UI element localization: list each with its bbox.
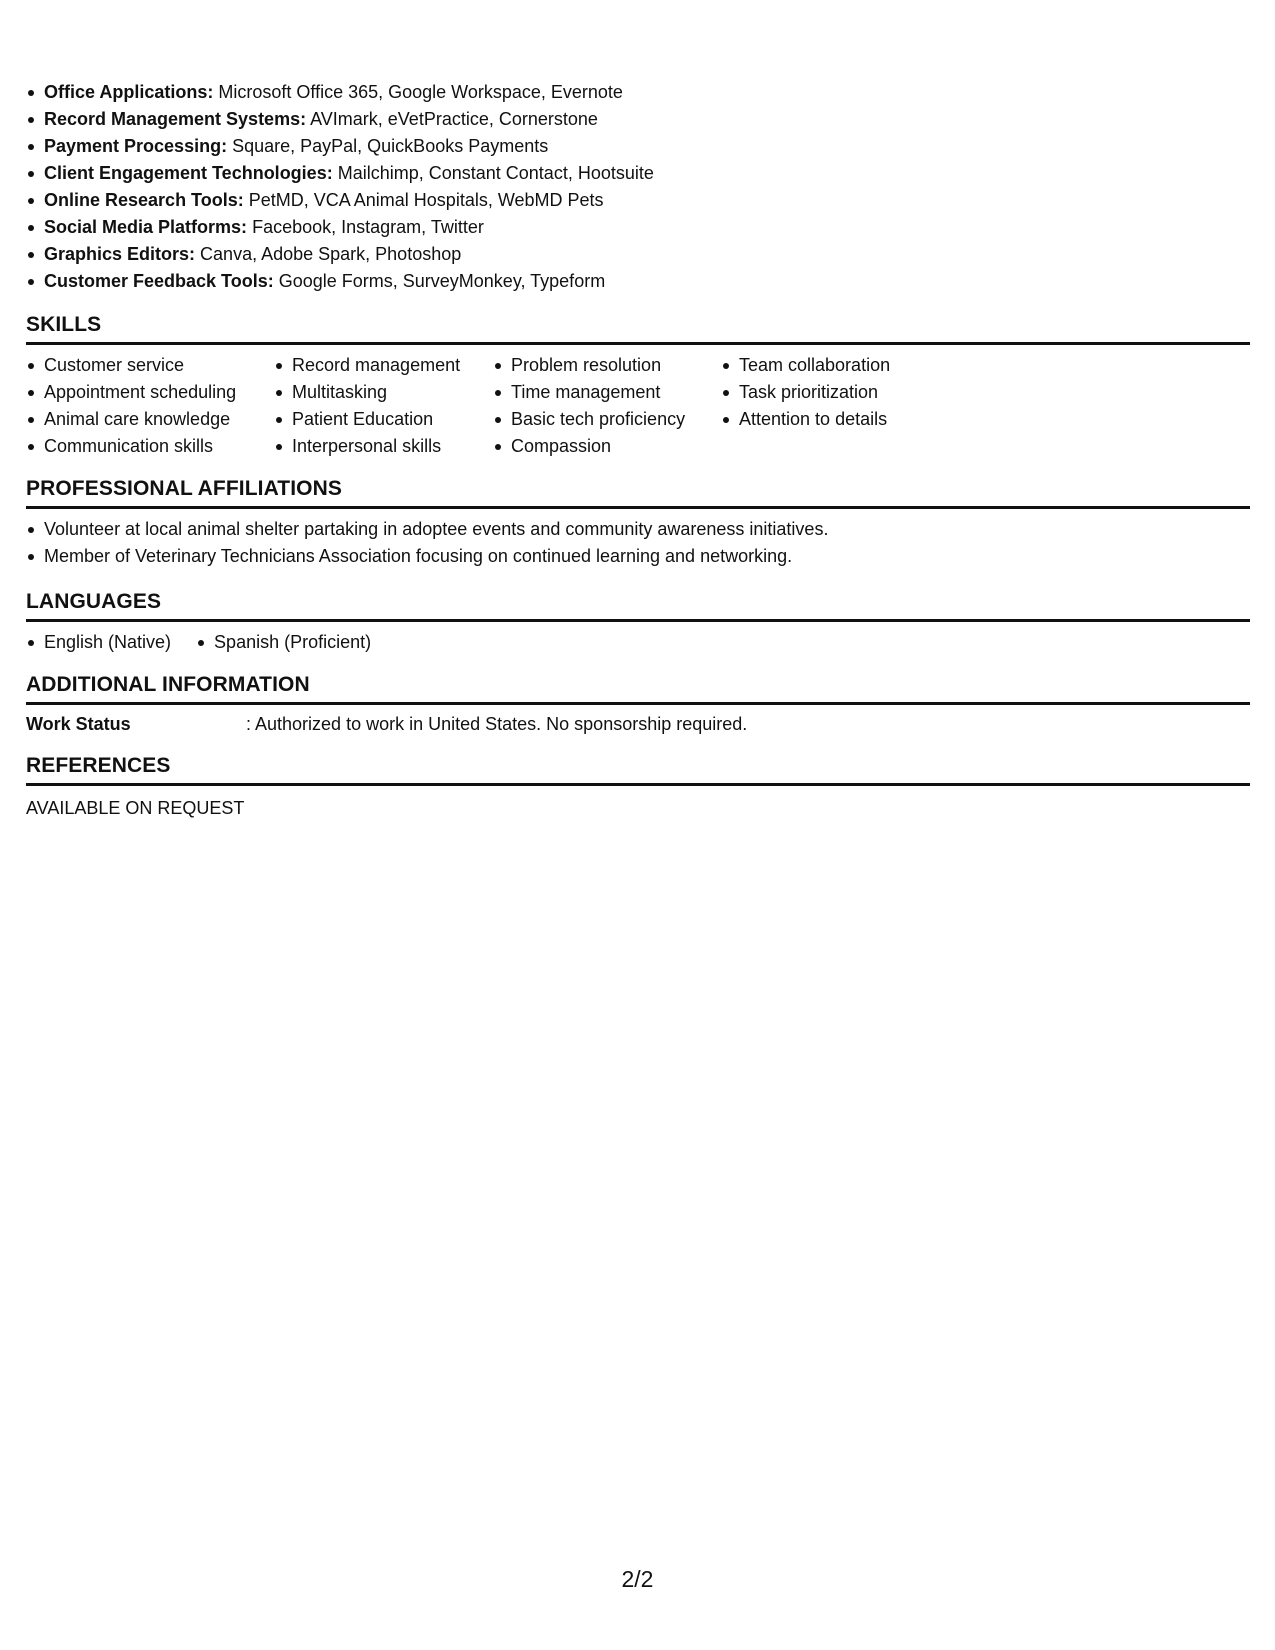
work-status-row (26, 711, 747, 738)
tool-values: Canva, Adobe Spark, Photoshop (200, 244, 462, 264)
skill-item: Interpersonal skills (274, 433, 493, 460)
tool-values: Facebook, Instagram, Twitter (252, 217, 484, 237)
tool-values: PetMD, VCA Animal Hospitals, WebMD Pets (248, 190, 604, 210)
tool-category: Office Applications: (44, 82, 214, 102)
section-title-skills: SKILLS (26, 312, 1250, 345)
skill-item: Multitasking (274, 379, 493, 406)
tool-category: Online Research Tools: (44, 190, 244, 210)
tools-list (26, 79, 654, 295)
language-item: Spanish (Proficient) (196, 629, 371, 656)
list-item (26, 79, 654, 106)
skill-item: Time management (493, 379, 721, 406)
skills-column (26, 352, 274, 460)
skill-item: Basic tech proficiency (493, 406, 721, 433)
list-item (26, 241, 654, 268)
skill-item: Record management (274, 352, 493, 379)
skill-item: Appointment scheduling (26, 379, 274, 406)
skill-item: Task prioritization (721, 379, 941, 406)
skill-item: Communication skills (26, 433, 274, 460)
tool-values: Square, PayPal, QuickBooks Payments (232, 136, 549, 156)
tool-values: AVImark, eVetPractice, Cornerstone (310, 109, 598, 129)
section-title-affiliations: PROFESSIONAL AFFILIATIONS (26, 476, 1250, 509)
skill-item: Problem resolution (493, 352, 721, 379)
skills-grid (26, 352, 941, 460)
section-title-languages: LANGUAGES (26, 589, 1250, 622)
language-item: English (Native) (26, 629, 171, 656)
skill-item: Attention to details (721, 406, 941, 433)
affiliation-item: Volunteer at local animal shelter partaking in adoptee events and community awareness initiatives. (26, 516, 828, 543)
section-title-additional-info: ADDITIONAL INFORMATION (26, 672, 1250, 705)
affiliation-item: Member of Veterinary Technicians Association focusing on continued learning and networking. (26, 543, 828, 570)
languages-list (26, 629, 396, 656)
list-item (26, 106, 654, 133)
affiliations-list (26, 516, 828, 570)
skill-item: Animal care knowledge (26, 406, 274, 433)
skills-column (721, 352, 941, 460)
references-text: AVAILABLE ON REQUEST (26, 798, 245, 818)
tool-category: Client Engagement Technologies: (44, 163, 333, 183)
skill-item: Team collaboration (721, 352, 941, 379)
tool-values: Google Forms, SurveyMonkey, Typeform (278, 271, 606, 291)
tool-values: Mailchimp, Constant Contact, Hootsuite (337, 163, 654, 183)
skill-item: Compassion (493, 433, 721, 460)
tool-category: Payment Processing: (44, 136, 228, 156)
list-item (26, 133, 654, 160)
list-item (26, 214, 654, 241)
tool-category: Customer Feedback Tools: (44, 271, 274, 291)
work-status-value: : Authorized to work in United States. No sponsorship required. (246, 714, 748, 734)
page-number: 2/2 (621, 1566, 654, 1592)
tool-category: Graphics Editors: (44, 244, 196, 264)
tool-values: Microsoft Office 365, Google Workspace, Evernote (218, 82, 623, 102)
list-item (26, 160, 654, 187)
skills-column (274, 352, 493, 460)
skill-item: Customer service (26, 352, 274, 379)
work-status-label: Work Status (26, 714, 131, 734)
skills-column (493, 352, 721, 460)
list-item (26, 268, 654, 295)
tool-category: Record Management Systems: (44, 109, 307, 129)
skill-item: Patient Education (274, 406, 493, 433)
list-item (26, 187, 654, 214)
tool-category: Social Media Platforms: (44, 217, 248, 237)
section-title-references: REFERENCES (26, 753, 1250, 786)
